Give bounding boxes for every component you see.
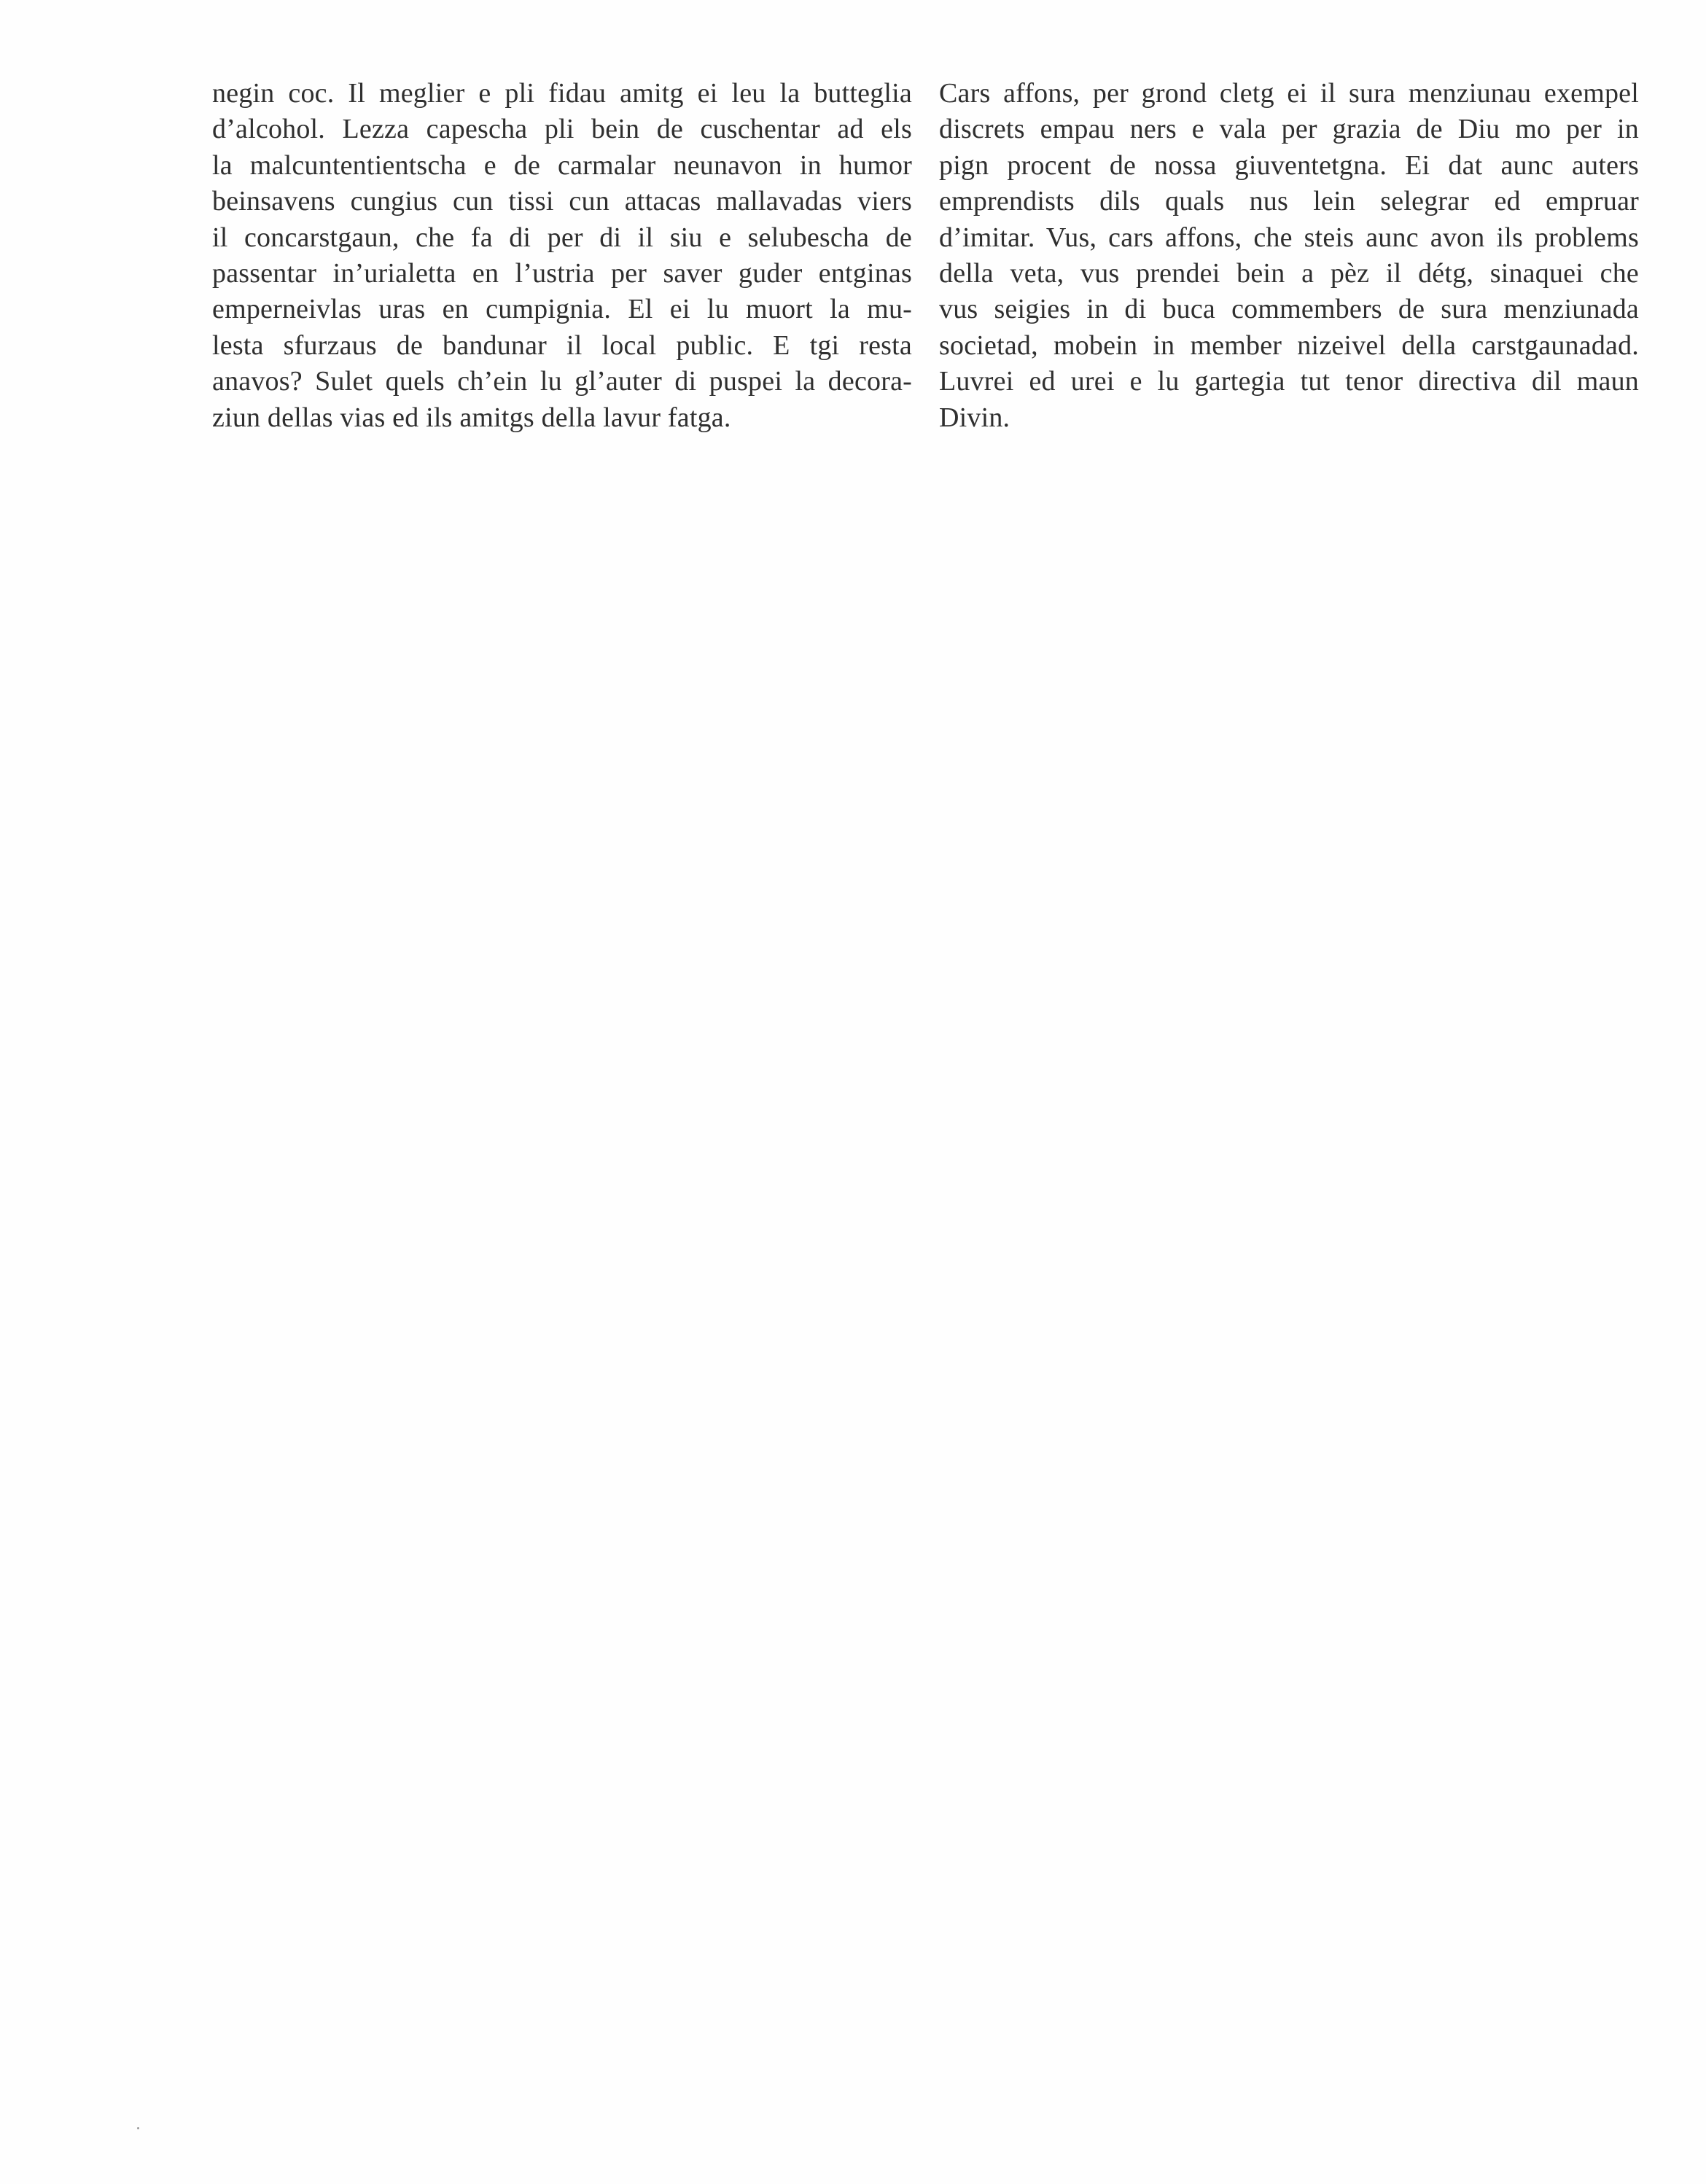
text-line: d’alcohol. Lezza capescha pli bein de cuschentar ad els	[212, 114, 912, 145]
text-line: Divin.	[939, 402, 1010, 433]
text-line: della veta, vus prendei bein a pèz il détg, sinaquei che	[939, 258, 1639, 289]
text-line: anavos? Sulet quels ch’ein lu gl’auter di puspei la decora-	[212, 366, 912, 397]
left-text-column	[212, 76, 912, 436]
text-line: il concarstgaun, che fa di per di il siu e selubescha de	[212, 222, 912, 253]
text-line: beinsavens cungius cun tissi cun attacas mallavadas viers	[212, 186, 912, 217]
text-line: la malcuntentientscha e de carmalar neunavon in humor	[212, 149, 912, 181]
text-line: discrets empau ners e vala per grazia de Diu mo per in	[939, 114, 1639, 145]
text-line: emperneivlas uras en cumpignia. El ei lu muort la mu-	[212, 294, 912, 325]
text-line: emprendists dils quals nus lein selegrar ed empruar	[939, 186, 1639, 217]
right-text-column	[939, 76, 1639, 436]
text-line: Luvrei ed urei e lu gartegia tut tenor directiva dil maun	[939, 366, 1639, 397]
text-line: pign procent de nossa giuventetgna. Ei dat aunc auters	[939, 149, 1639, 181]
text-line: societad, mobein in member nizeivel della carstgaunadad.	[939, 329, 1639, 361]
text-line: ziun dellas vias ed ils amitgs della lavur fatga.	[212, 402, 731, 433]
text-line: lesta sfurzaus de bandunar il local public. E tgi resta	[212, 329, 912, 361]
text-line: negin coc. Il meglier e pli fidau amitg ei leu la butteglia	[212, 78, 912, 109]
scan-speck	[137, 2127, 139, 2129]
text-line: d’imitar. Vus, cars affons, che steis aunc avon ils problems	[939, 222, 1639, 253]
text-line: Cars affons, per grond cletg ei il sura menziunau exempel	[939, 78, 1639, 109]
text-line: vus seigies in di buca commembers de sura menziunada	[939, 294, 1639, 325]
text-line: passentar in’urialetta en l’ustria per saver guder entginas	[212, 258, 912, 289]
